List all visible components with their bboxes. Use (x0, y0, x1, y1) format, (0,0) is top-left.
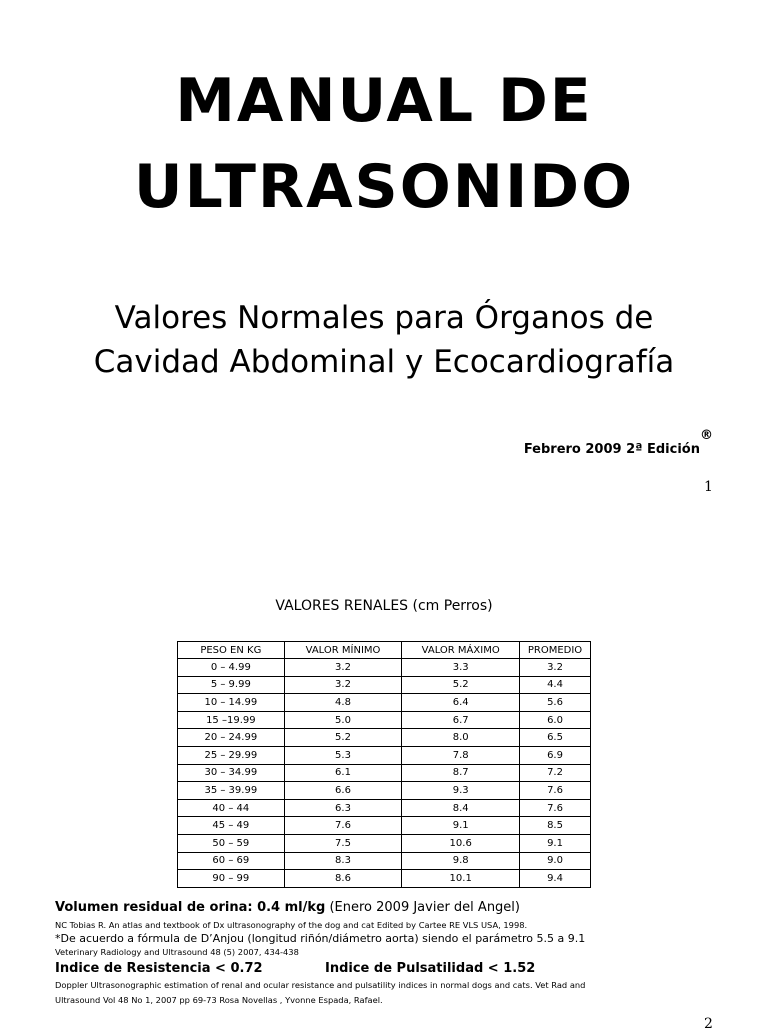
table-row (178, 676, 591, 694)
volumen-source: (Enero 2009 Javier del Angel) (325, 900, 520, 915)
cell-max: 10.1 (402, 870, 520, 888)
edition-date: Febrero 2009 2ª Edición (523, 442, 700, 457)
table-row (178, 659, 591, 677)
indice-pulsatilidad: Indice de Pulsatilidad < 1.52 (325, 961, 536, 976)
page-number-1: 1 (704, 479, 713, 495)
cell-peso: 60 – 69 (178, 852, 285, 870)
header-max: VALOR MÁXIMO (402, 642, 520, 659)
cell-promedio: 4.4 (520, 676, 591, 694)
cell-promedio: 9.1 (520, 834, 591, 852)
indices-row (55, 961, 535, 976)
danjou-note: *De acuerdo a fórmula de D’Anjou (longitud riñón/diámetro aorta) siendo el parámetro 5.5 a 9.1 (55, 932, 586, 945)
table-header-row (178, 642, 591, 659)
cell-min: 5.0 (284, 711, 402, 729)
renal-values-table (177, 641, 591, 888)
reference-tobias: NC Tobias R. An atlas and textbook of Dx ultrasonography of the dog and cat Edited by Cartee RE VLS USA, 1998. (55, 920, 528, 930)
cell-min: 6.6 (284, 782, 402, 800)
cell-peso: 50 – 59 (178, 834, 285, 852)
header-min: VALOR MÍNIMO (284, 642, 402, 659)
cell-promedio: 5.6 (520, 694, 591, 712)
cell-max: 6.4 (402, 694, 520, 712)
table-row (178, 694, 591, 712)
cell-min: 3.2 (284, 676, 402, 694)
table-row (178, 817, 591, 835)
cell-max: 9.8 (402, 852, 520, 870)
cell-promedio: 7.2 (520, 764, 591, 782)
table-row (178, 782, 591, 800)
cell-promedio: 3.2 (520, 659, 591, 677)
cell-max: 6.7 (402, 711, 520, 729)
cell-min: 6.3 (284, 799, 402, 817)
cell-min: 3.2 (284, 659, 402, 677)
table-row (178, 852, 591, 870)
title-line-1: MANUAL DE (175, 66, 593, 136)
cell-min: 4.8 (284, 694, 402, 712)
volumen-label: Volumen residual de orina: 0.4 ml/kg (55, 900, 326, 915)
subtitle-line-2: Cavidad Abdominal y Ecocardiografía (93, 344, 675, 380)
cell-max: 9.3 (402, 782, 520, 800)
cell-peso: 35 – 39.99 (178, 782, 285, 800)
cell-promedio: 8.5 (520, 817, 591, 835)
cell-promedio: 7.6 (520, 782, 591, 800)
cell-promedio: 9.4 (520, 870, 591, 888)
table-row (178, 799, 591, 817)
cell-peso: 40 – 44 (178, 799, 285, 817)
cell-peso: 30 – 34.99 (178, 764, 285, 782)
volumen-residual (55, 900, 520, 915)
table-row (178, 711, 591, 729)
cell-max: 3.3 (402, 659, 520, 677)
cell-min: 8.6 (284, 870, 402, 888)
reference-vet-radiology: Veterinary Radiology and Ultrasound 48 (5) 2007, 434-438 (55, 947, 299, 957)
doppler-reference-line-2: Ultrasound Vol 48 No 1, 2007 pp 69-73 Rosa Novellas , Yvonne Espada, Rafael. (55, 995, 383, 1005)
cell-peso: 15 –19.99 (178, 711, 285, 729)
cell-max: 7.8 (402, 746, 520, 764)
cell-max: 9.1 (402, 817, 520, 835)
cell-promedio: 7.6 (520, 799, 591, 817)
cell-peso: 90 – 99 (178, 870, 285, 888)
cell-promedio: 9.0 (520, 852, 591, 870)
cell-min: 7.6 (284, 817, 402, 835)
page-number-2: 2 (704, 1016, 713, 1032)
cell-min: 5.2 (284, 729, 402, 747)
cell-peso: 25 – 29.99 (178, 746, 285, 764)
table-row (178, 746, 591, 764)
cell-min: 8.3 (284, 852, 402, 870)
doppler-reference-line-1: Doppler Ultrasonographic estimation of renal and ocular resistance and pulsatility indices in normal dogs and cats. Vet Rad and (55, 980, 586, 990)
cell-max: 8.4 (402, 799, 520, 817)
cell-promedio: 6.5 (520, 729, 591, 747)
cell-promedio: 6.0 (520, 711, 591, 729)
table-body (178, 659, 591, 888)
cell-min: 6.1 (284, 764, 402, 782)
table-row (178, 729, 591, 747)
header-peso: PESO EN KG (178, 642, 285, 659)
cell-max: 8.0 (402, 729, 520, 747)
cell-max: 8.7 (402, 764, 520, 782)
table-row (178, 870, 591, 888)
cell-peso: 45 – 49 (178, 817, 285, 835)
title-line-2: ULTRASONIDO (133, 152, 635, 222)
cell-max: 5.2 (402, 676, 520, 694)
registered-mark: ® (700, 428, 713, 443)
subtitle-line-1: Valores Normales para Órganos de (114, 300, 654, 336)
table-title: VALORES RENALES (cm Perros) (275, 598, 493, 614)
indice-resistencia: Indice de Resistencia < 0.72 (55, 961, 263, 976)
cell-min: 7.5 (284, 834, 402, 852)
header-promedio: PROMEDIO (520, 642, 591, 659)
table-row (178, 764, 591, 782)
cell-peso: 10 – 14.99 (178, 694, 285, 712)
cell-max: 10.6 (402, 834, 520, 852)
cell-min: 5.3 (284, 746, 402, 764)
cell-peso: 5 – 9.99 (178, 676, 285, 694)
table-row (178, 834, 591, 852)
cell-promedio: 6.9 (520, 746, 591, 764)
cell-peso: 20 – 24.99 (178, 729, 285, 747)
cell-peso: 0 – 4.99 (178, 659, 285, 677)
